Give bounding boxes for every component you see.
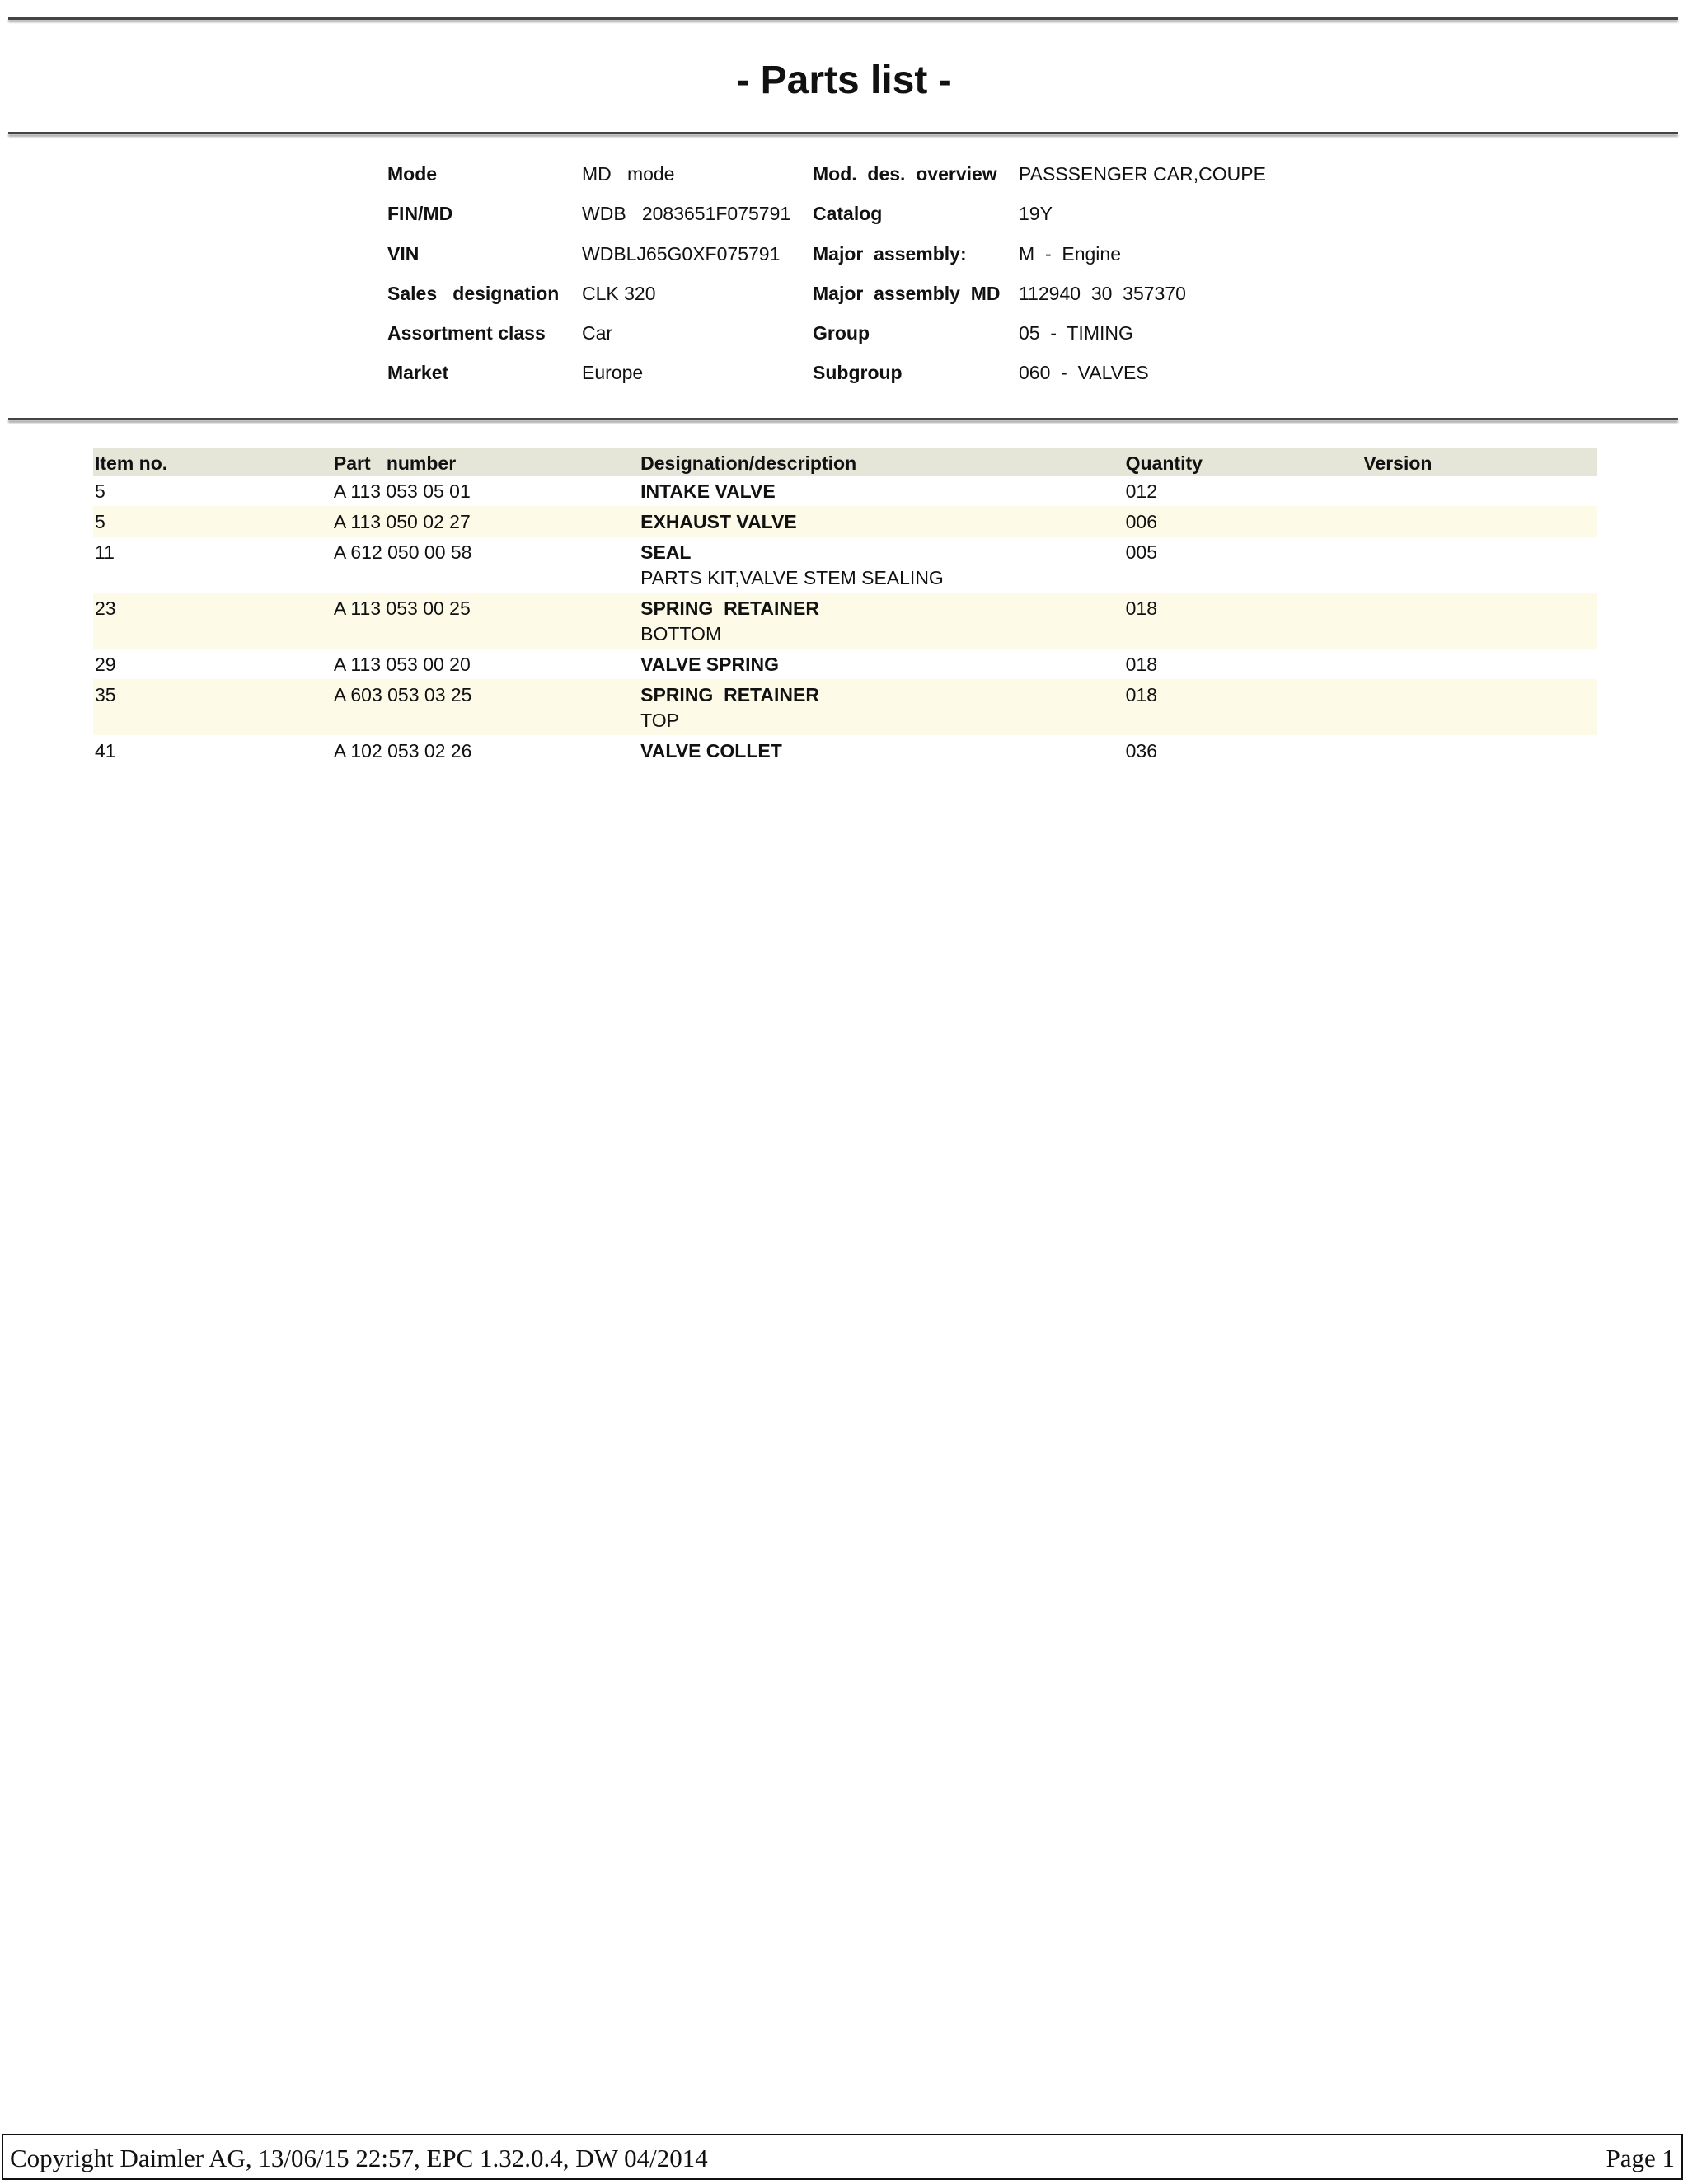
info-value: 112940 30 357370 [1019,282,1186,304]
cell-designation [639,506,1123,537]
cell-item-no: 5 [95,480,106,502]
info-value: WDB 2083651F075791 [582,203,791,225]
info-value: CLK 320 [582,282,656,304]
designation-sub: PARTS KIT,VALVE STEM SEALING [640,567,944,588]
header-quantity: Quantity [1124,448,1362,476]
cell-part-number: A 113 053 00 25 [332,593,639,649]
table-row [93,476,1597,506]
info-label: FIN/MD [387,203,453,225]
cell-quantity: 012 [1125,480,1157,502]
table-row [93,735,1597,766]
info-label: Catalog [813,203,883,225]
info-divider [8,418,1678,420]
info-value: MD mode [582,163,675,185]
info-label: Mode [387,163,438,185]
info-label: Market [387,362,449,384]
cell-designation [639,476,1123,506]
cell-quantity: 018 [1124,679,1362,735]
info-label: Assortment class [387,322,546,344]
info-value: 19Y [1019,203,1053,225]
info-value: PASSSENGER CAR,COUPE [1019,163,1266,185]
designation-sub: TOP [640,710,680,731]
cell-designation [639,679,1123,735]
cell-designation [639,593,1123,649]
cell-item-no: 29 [95,654,116,675]
table-row [93,537,1597,593]
cell-item-no: 11 [95,541,115,563]
cell-quantity: 018 [1124,593,1362,649]
cell-part-number: A 113 053 00 20 [333,654,471,675]
designation-main: SEAL [640,541,692,563]
cell-version [1362,593,1597,649]
cell-part-number: A 113 053 05 01 [333,480,471,502]
info-label: Major assembly: [813,242,967,265]
table-row [93,679,1597,735]
cell-version [1362,735,1597,766]
cell-part-number: A 102 053 02 26 [333,740,472,762]
cell-version [1362,476,1597,506]
info-label: Major assembly MD [813,282,1001,304]
top-divider [8,17,1678,20]
info-value: Car [582,322,613,344]
designation-main: SPRING RETAINER [640,598,819,619]
table-row [93,593,1597,649]
cell-designation [639,649,1123,679]
cell-part-number: A 603 053 03 25 [332,679,639,735]
table-row [93,506,1597,537]
cell-designation [639,537,1123,593]
cell-quantity: 005 [1125,541,1157,563]
info-label: VIN [387,242,420,265]
designation-main: VALVE SPRING [640,654,779,675]
table-row [93,649,1597,679]
cell-version [1362,537,1597,593]
info-label: Subgroup [813,362,903,384]
cell-designation [639,735,1123,766]
header-part-number: Part number [332,448,639,476]
info-value: M - Engine [1019,242,1121,265]
page-number: Page 1 [1606,2144,1675,2172]
info-value: Europe [582,362,644,384]
cell-version [1362,506,1597,537]
cell-part-number: A 612 050 00 58 [333,541,472,563]
cell-version [1362,649,1597,679]
cell-quantity: 006 [1124,506,1362,537]
cell-item-no: 35 [93,679,332,735]
designation-main: SPRING RETAINER [640,684,819,705]
cell-item-no: 5 [93,506,332,537]
cell-version [1362,679,1597,735]
info-label: Sales designation [387,282,560,304]
designation-main: INTAKE VALVE [640,480,776,502]
info-value: 05 - TIMING [1019,322,1133,344]
header-designation: Designation/description [639,448,1123,476]
cell-quantity: 018 [1125,654,1157,675]
info-value: WDBLJ65G0XF075791 [582,242,781,265]
cell-part-number: A 113 050 02 27 [332,506,639,537]
cell-item-no: 41 [95,740,116,762]
title-divider [8,132,1678,134]
header-item-no: Item no. [93,448,332,476]
designation-sub: BOTTOM [640,623,722,644]
designation-main: EXHAUST VALVE [640,511,797,532]
info-label: Group [813,322,870,344]
cell-quantity: 036 [1125,740,1157,762]
page-footer [2,2134,1683,2180]
table-header-row [93,448,1597,476]
vehicle-info-grid [387,163,1291,402]
header-version: Version [1362,448,1597,476]
info-value: 060 - VALVES [1019,362,1149,384]
info-label: Mod. des. overview [813,163,997,185]
copyright-text: Copyright Daimler AG, 13/06/15 22:57, EPC 1.32.0.4, DW 04/2014 [10,2144,708,2172]
cell-item-no: 23 [93,593,332,649]
parts-table [93,448,1597,766]
page-title: - Parts list - [736,59,952,102]
designation-main: VALVE COLLET [640,740,782,762]
